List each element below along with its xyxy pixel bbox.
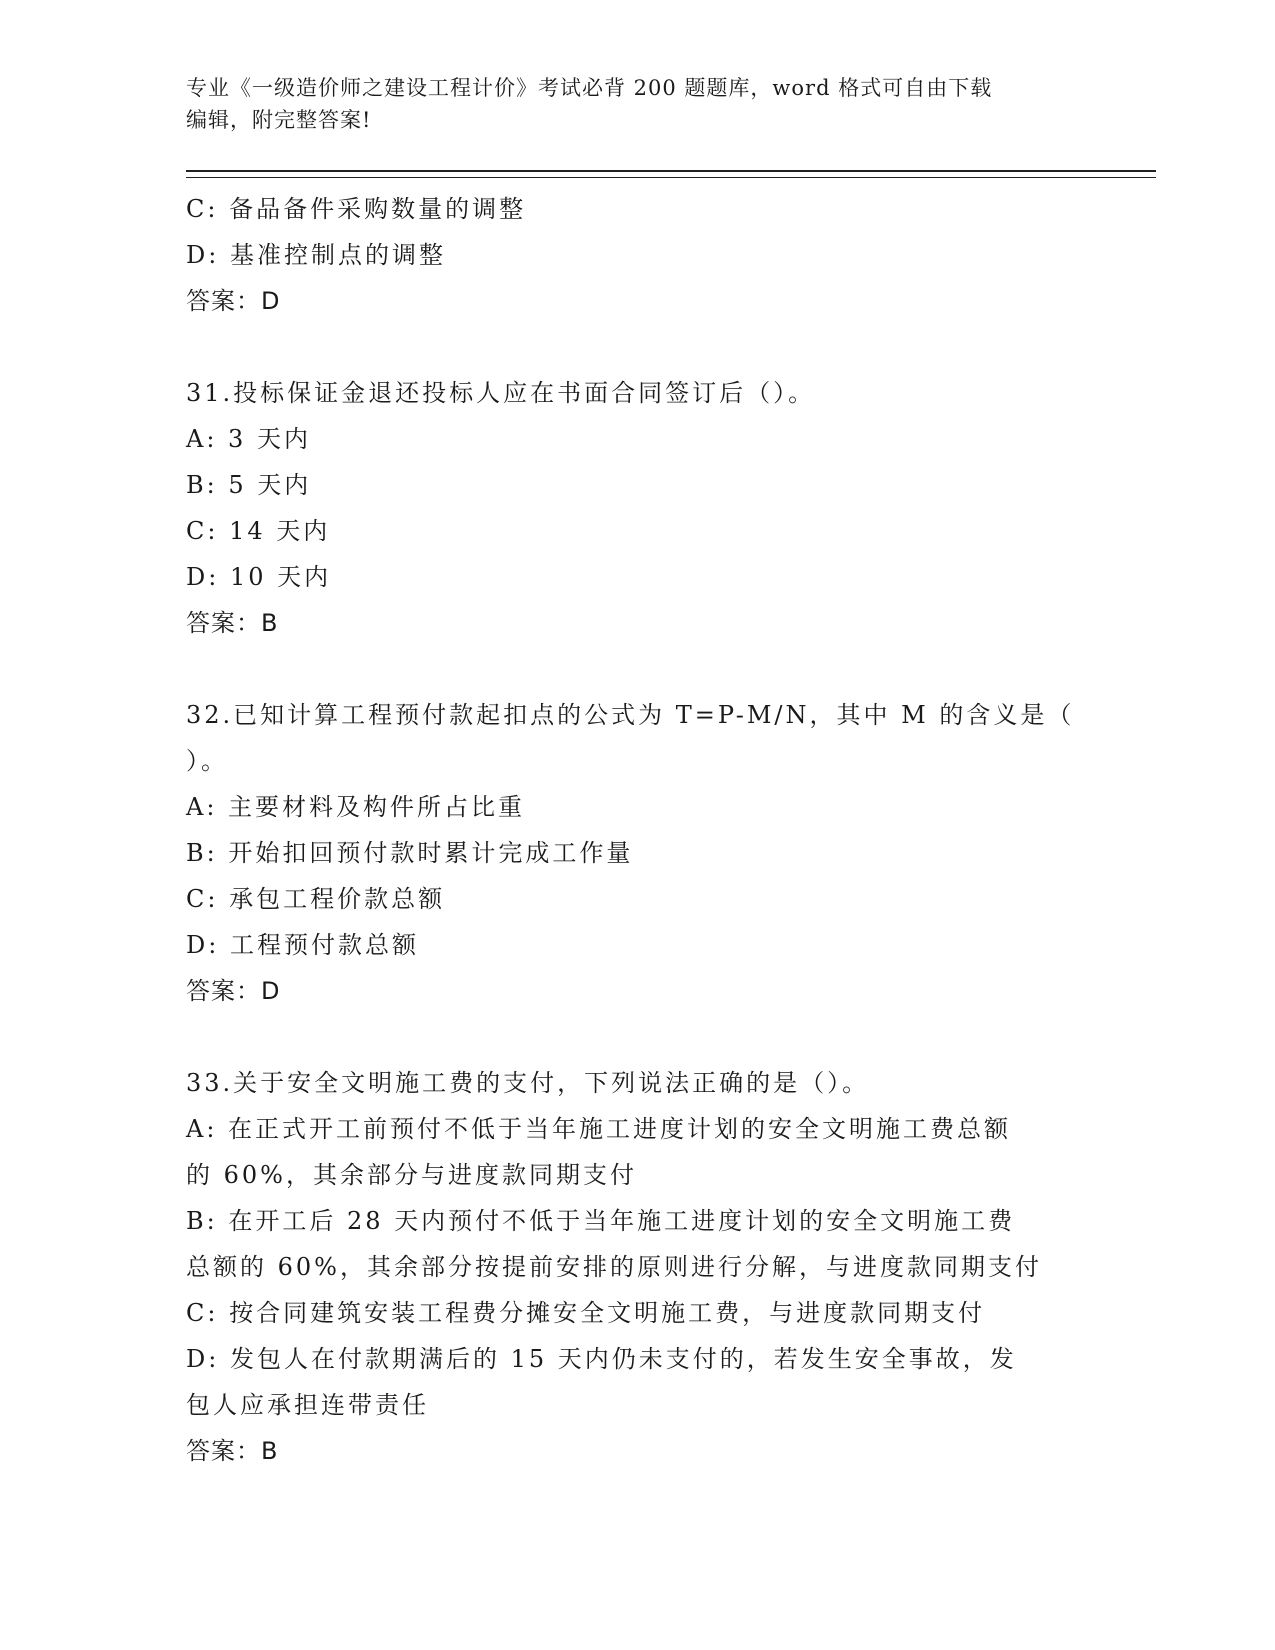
option-d: D: 基准控制点的调整 xyxy=(186,241,446,269)
option-d-line-2: 包人应承担连带责任 xyxy=(186,1391,429,1419)
question-block-30 xyxy=(186,186,1086,324)
option-c: C: 14 天内 xyxy=(186,517,331,545)
spacer xyxy=(186,324,1086,370)
answer-line: 答案：B xyxy=(186,1437,279,1465)
question-block-31 xyxy=(186,370,1086,646)
header-title-line-2: 编辑，附完整答案! xyxy=(186,108,372,132)
header-title-line-1: 专业《一级造价师之建设工程计价》考试必背 200 题题库，word 格式可自由下载 xyxy=(186,76,993,100)
answer-line: 答案：D xyxy=(186,977,281,1005)
answer-line: 答案：D xyxy=(186,287,281,315)
option-c: C: 备品备件采购数量的调整 xyxy=(186,195,527,223)
question-stem: 31.投标保证金退还投标人应在书面合同签订后（）。 xyxy=(186,379,816,407)
option-c: C: 承包工程价款总额 xyxy=(186,885,446,913)
spacer xyxy=(186,646,1086,692)
option-d-line-1: D: 发包人在付款期满后的 15 天内仍未支付的，若发生安全事故，发 xyxy=(186,1345,1017,1373)
option-a-line-2: 的 60%，其余部分与进度款同期支付 xyxy=(186,1161,637,1189)
option-d: D: 10 天内 xyxy=(186,563,332,591)
header-divider xyxy=(186,170,1156,178)
question-block-33 xyxy=(186,1060,1086,1474)
option-a: A: 3 天内 xyxy=(186,425,311,453)
option-d: D: 工程预付款总额 xyxy=(186,931,419,959)
question-stem-line-1: 32.已知计算工程预付款起扣点的公式为 T=P-M/N，其中 M 的含义是（ xyxy=(186,701,1075,729)
answer-line: 答案：B xyxy=(186,609,279,637)
question-stem: 33.关于安全文明施工费的支付，下列说法正确的是（）。 xyxy=(186,1069,870,1097)
option-c: C: 按合同建筑安装工程费分摊安全文明施工费，与进度款同期支付 xyxy=(186,1299,986,1327)
option-b-line-2: 总额的 60%，其余部分按提前安排的原则进行分解，与进度款同期支付 xyxy=(186,1253,1042,1281)
option-b-line-1: B: 在开工后 28 天内预付不低于当年施工进度计划的安全文明施工费 xyxy=(186,1207,1016,1235)
document-body xyxy=(186,186,1086,1474)
document-header xyxy=(186,72,1066,136)
option-a: A: 主要材料及构件所占比重 xyxy=(186,793,526,821)
option-b: B: 5 天内 xyxy=(186,471,312,499)
question-block-32 xyxy=(186,692,1086,1014)
option-a-line-1: A: 在正式开工前预付不低于当年施工进度计划的安全文明施工费总额 xyxy=(186,1115,1012,1143)
document-page xyxy=(186,72,1156,1474)
spacer xyxy=(186,1014,1086,1060)
option-b: B: 开始扣回预付款时累计完成工作量 xyxy=(186,839,634,867)
question-stem-line-2: ）。 xyxy=(186,747,228,775)
